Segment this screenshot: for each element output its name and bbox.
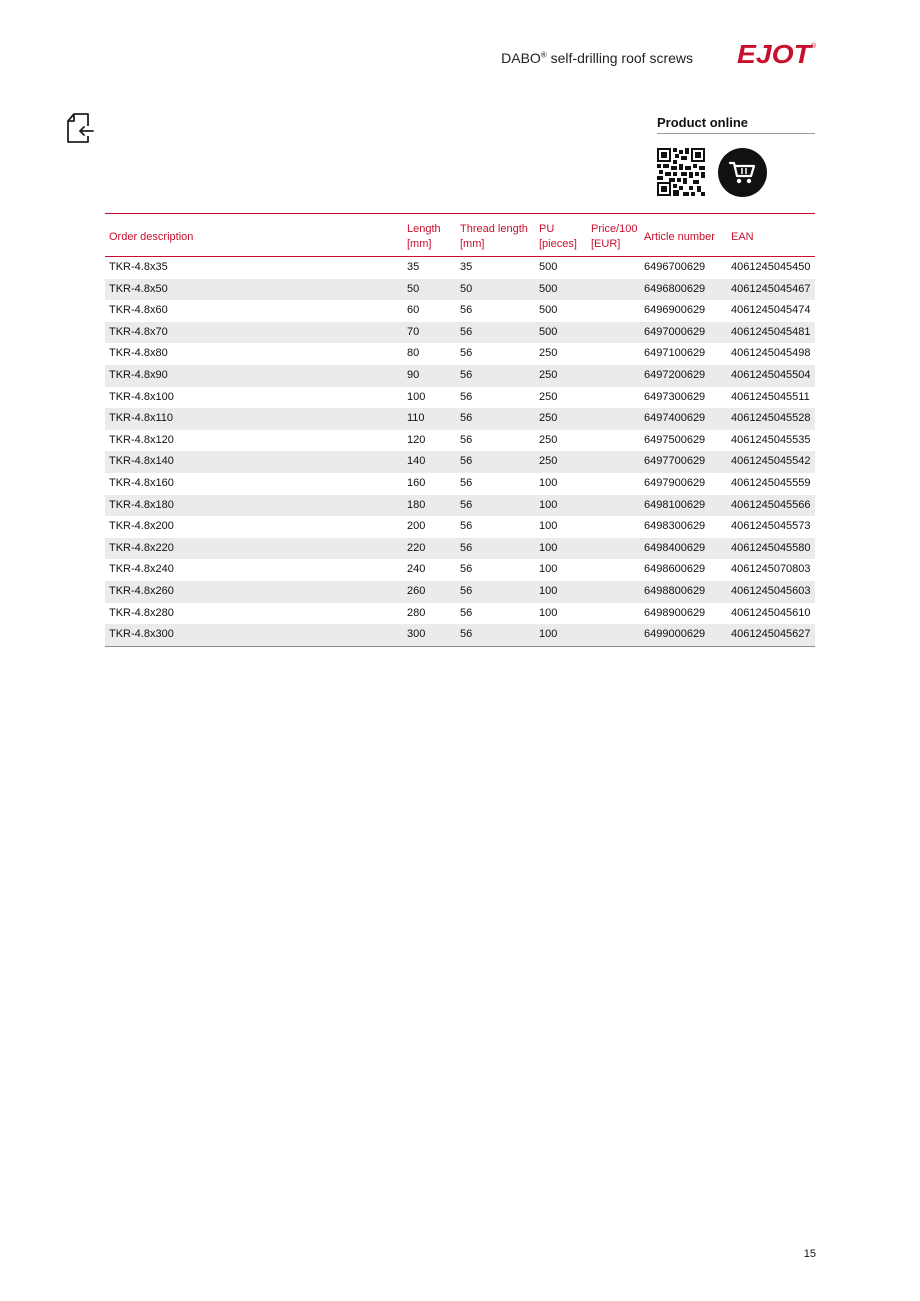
cell-pu: 500 xyxy=(539,261,558,273)
header-pu-unit: [pieces] xyxy=(539,238,577,250)
cell-length: 280 xyxy=(407,606,426,619)
cell-article-number: 6496900629 xyxy=(644,304,706,317)
header-thread-length xyxy=(460,222,528,252)
cell-pu: 500 xyxy=(539,282,558,295)
logo-registered-mark: ® xyxy=(811,43,817,50)
cell-length: 260 xyxy=(407,584,426,597)
cell-order-description: TKR-4.8x180 xyxy=(109,498,174,511)
table-bottom-rule xyxy=(105,646,815,647)
header-pu-label: PU xyxy=(539,223,555,235)
page-number: 15 xyxy=(803,1248,816,1260)
table-row xyxy=(105,559,815,581)
header-price-label: Price/100 xyxy=(591,223,638,235)
cell-article-number: 6497000629 xyxy=(644,325,706,338)
table-row xyxy=(105,624,815,646)
cell-article-number: 6497100629 xyxy=(644,347,706,360)
cell-article-number: 6499000629 xyxy=(644,628,706,641)
header-length-unit: [mm] xyxy=(407,238,432,250)
title-main: DABO xyxy=(501,50,541,66)
cell-pu: 250 xyxy=(539,412,558,425)
cell-ean: 4061245045498 xyxy=(731,347,811,360)
cell-order-description: TKR-4.8x90 xyxy=(109,368,168,381)
cell-order-description: TKR-4.8x300 xyxy=(109,628,174,641)
page-header-title xyxy=(470,50,693,66)
product-online-title: Product online xyxy=(657,115,748,130)
cell-pu: 100 xyxy=(539,541,558,554)
cell-pu: 100 xyxy=(539,563,558,576)
cell-pu: 500 xyxy=(539,304,558,317)
cell-article-number: 6497900629 xyxy=(644,476,706,489)
table-row xyxy=(105,387,815,409)
cell-thread-length: 56 xyxy=(460,563,473,576)
cell-pu: 250 xyxy=(539,368,558,381)
header-thread-label: Thread length xyxy=(460,223,528,235)
cell-ean: 4061245045559 xyxy=(731,476,811,489)
cell-thread-length: 56 xyxy=(460,520,473,533)
cell-article-number: 6498600629 xyxy=(644,563,706,576)
cell-length: 160 xyxy=(407,476,426,489)
cell-pu: 100 xyxy=(539,628,558,641)
cell-article-number: 6497500629 xyxy=(644,433,706,446)
cell-length: 60 xyxy=(407,304,420,317)
cell-ean: 4061245045450 xyxy=(731,261,811,273)
cell-pu: 100 xyxy=(539,584,558,597)
header-length-label: Length xyxy=(407,223,441,235)
cell-pu: 250 xyxy=(539,455,558,468)
cell-length: 180 xyxy=(407,498,426,511)
cell-pu: 250 xyxy=(539,347,558,360)
cell-ean: 4061245045511 xyxy=(731,390,810,403)
cell-article-number: 6497700629 xyxy=(644,455,706,468)
cell-length: 140 xyxy=(407,455,426,468)
table-row xyxy=(105,473,815,495)
cell-order-description: TKR-4.8x110 xyxy=(109,412,173,425)
cell-ean: 4061245045566 xyxy=(731,498,811,511)
cell-thread-length: 56 xyxy=(460,325,473,338)
cell-thread-length: 50 xyxy=(460,282,473,295)
cell-order-description: TKR-4.8x200 xyxy=(109,520,174,533)
cell-thread-length: 35 xyxy=(460,261,473,273)
cell-order-description: TKR-4.8x60 xyxy=(109,304,168,317)
cell-thread-length: 56 xyxy=(460,304,473,317)
cell-pu: 100 xyxy=(539,476,558,489)
cell-article-number: 6498800629 xyxy=(644,584,706,597)
qr-code-icon[interactable] xyxy=(657,148,705,196)
cell-ean: 4061245045603 xyxy=(731,584,811,597)
cell-order-description: TKR-4.8x220 xyxy=(109,541,174,554)
cell-thread-length: 56 xyxy=(460,606,473,619)
cell-thread-length: 56 xyxy=(460,433,473,446)
cell-order-description: TKR-4.8x160 xyxy=(109,476,174,489)
table-row xyxy=(105,322,815,344)
table-row xyxy=(105,538,815,560)
cell-length: 240 xyxy=(407,563,426,576)
cell-length: 300 xyxy=(407,628,426,641)
table-row xyxy=(105,495,815,517)
table-row xyxy=(105,343,815,365)
table-row xyxy=(105,257,815,279)
cell-order-description: TKR-4.8x50 xyxy=(109,282,168,295)
cell-order-description: TKR-4.8x100 xyxy=(109,390,174,403)
header-pu xyxy=(539,222,577,252)
cell-ean: 4061245045627 xyxy=(731,628,811,641)
table-row xyxy=(105,300,815,322)
registered-mark: ® xyxy=(540,50,547,60)
cell-pu: 250 xyxy=(539,390,558,403)
cell-article-number: 6498900629 xyxy=(644,606,706,619)
cell-pu: 100 xyxy=(539,498,558,511)
cell-length: 35 xyxy=(407,261,420,273)
table-row xyxy=(105,365,815,387)
cell-article-number: 6496800629 xyxy=(644,282,706,295)
cell-thread-length: 56 xyxy=(460,390,473,403)
divider xyxy=(657,133,815,134)
table-row xyxy=(105,430,815,452)
cell-thread-length: 56 xyxy=(460,584,473,597)
ejot-logo xyxy=(737,40,817,66)
table-row xyxy=(105,581,815,603)
header-price-unit: [EUR] xyxy=(591,238,621,250)
cell-article-number: 6498300629 xyxy=(644,520,706,533)
table-row xyxy=(105,603,815,625)
cell-article-number: 6498400629 xyxy=(644,541,706,554)
cell-pu: 100 xyxy=(539,520,558,533)
header-ean: EAN xyxy=(731,231,754,243)
cell-order-description: TKR-4.8x35 xyxy=(109,261,168,273)
header-thread-unit: [mm] xyxy=(460,238,485,250)
table-row xyxy=(105,516,815,538)
cell-pu: 100 xyxy=(539,606,558,619)
cell-length: 50 xyxy=(407,282,420,295)
header-length xyxy=(407,222,441,252)
cell-ean: 4061245045467 xyxy=(731,282,811,295)
cell-thread-length: 56 xyxy=(460,368,473,381)
cell-order-description: TKR-4.8x120 xyxy=(109,433,174,446)
cell-length: 120 xyxy=(407,433,426,446)
cell-article-number: 6497400629 xyxy=(644,412,706,425)
cell-length: 100 xyxy=(407,390,426,403)
cell-length: 200 xyxy=(407,520,426,533)
cell-pu: 500 xyxy=(539,325,558,338)
cell-ean: 4061245045610 xyxy=(731,606,811,619)
cell-order-description: TKR-4.8x240 xyxy=(109,563,174,576)
cell-order-description: TKR-4.8x140 xyxy=(109,455,174,468)
cell-ean: 4061245045528 xyxy=(731,412,811,425)
table-body xyxy=(105,257,815,646)
table-header xyxy=(105,214,815,256)
cell-length: 70 xyxy=(407,325,420,338)
cell-thread-length: 56 xyxy=(460,498,473,511)
header-order-description: Order description xyxy=(109,231,194,243)
cell-order-description: TKR-4.8x80 xyxy=(109,347,168,360)
cell-ean: 4061245045481 xyxy=(731,325,811,338)
cell-ean: 4061245045504 xyxy=(731,368,811,381)
cell-ean: 4061245045535 xyxy=(731,433,811,446)
cell-length: 220 xyxy=(407,541,426,554)
document-return-icon xyxy=(66,112,94,144)
shop-cart-button[interactable] xyxy=(718,148,767,197)
cell-thread-length: 56 xyxy=(460,347,473,360)
shopping-cart-icon xyxy=(718,148,767,197)
cell-length: 90 xyxy=(407,368,420,381)
cell-length: 110 xyxy=(407,412,425,425)
table-row xyxy=(105,279,815,301)
cell-ean: 4061245070803 xyxy=(731,563,811,576)
cell-ean: 4061245045580 xyxy=(731,541,811,554)
cell-thread-length: 56 xyxy=(460,476,473,489)
table-row xyxy=(105,451,815,473)
header-price xyxy=(591,222,637,252)
cell-thread-length: 56 xyxy=(460,412,473,425)
cell-article-number: 6496700629 xyxy=(644,261,706,273)
cell-article-number: 6498100629 xyxy=(644,498,706,511)
logo-text: EJOT xyxy=(737,40,814,66)
cell-thread-length: 56 xyxy=(460,628,473,641)
cell-order-description: TKR-4.8x280 xyxy=(109,606,174,619)
cell-ean: 4061245045474 xyxy=(731,304,811,317)
title-rest: self-drilling roof screws xyxy=(546,50,693,66)
cell-thread-length: 56 xyxy=(460,541,473,554)
cell-ean: 4061245045542 xyxy=(731,455,811,468)
cell-pu: 250 xyxy=(539,433,558,446)
header-article-number: Article number xyxy=(644,231,715,243)
product-table xyxy=(105,213,815,647)
cell-length: 80 xyxy=(407,347,420,360)
cell-article-number: 6497200629 xyxy=(644,368,706,381)
cell-order-description: TKR-4.8x260 xyxy=(109,584,174,597)
cell-article-number: 6497300629 xyxy=(644,390,706,403)
cell-thread-length: 56 xyxy=(460,455,473,468)
cell-order-description: TKR-4.8x70 xyxy=(109,325,168,338)
table-row xyxy=(105,408,815,430)
cell-ean: 4061245045573 xyxy=(731,520,811,533)
